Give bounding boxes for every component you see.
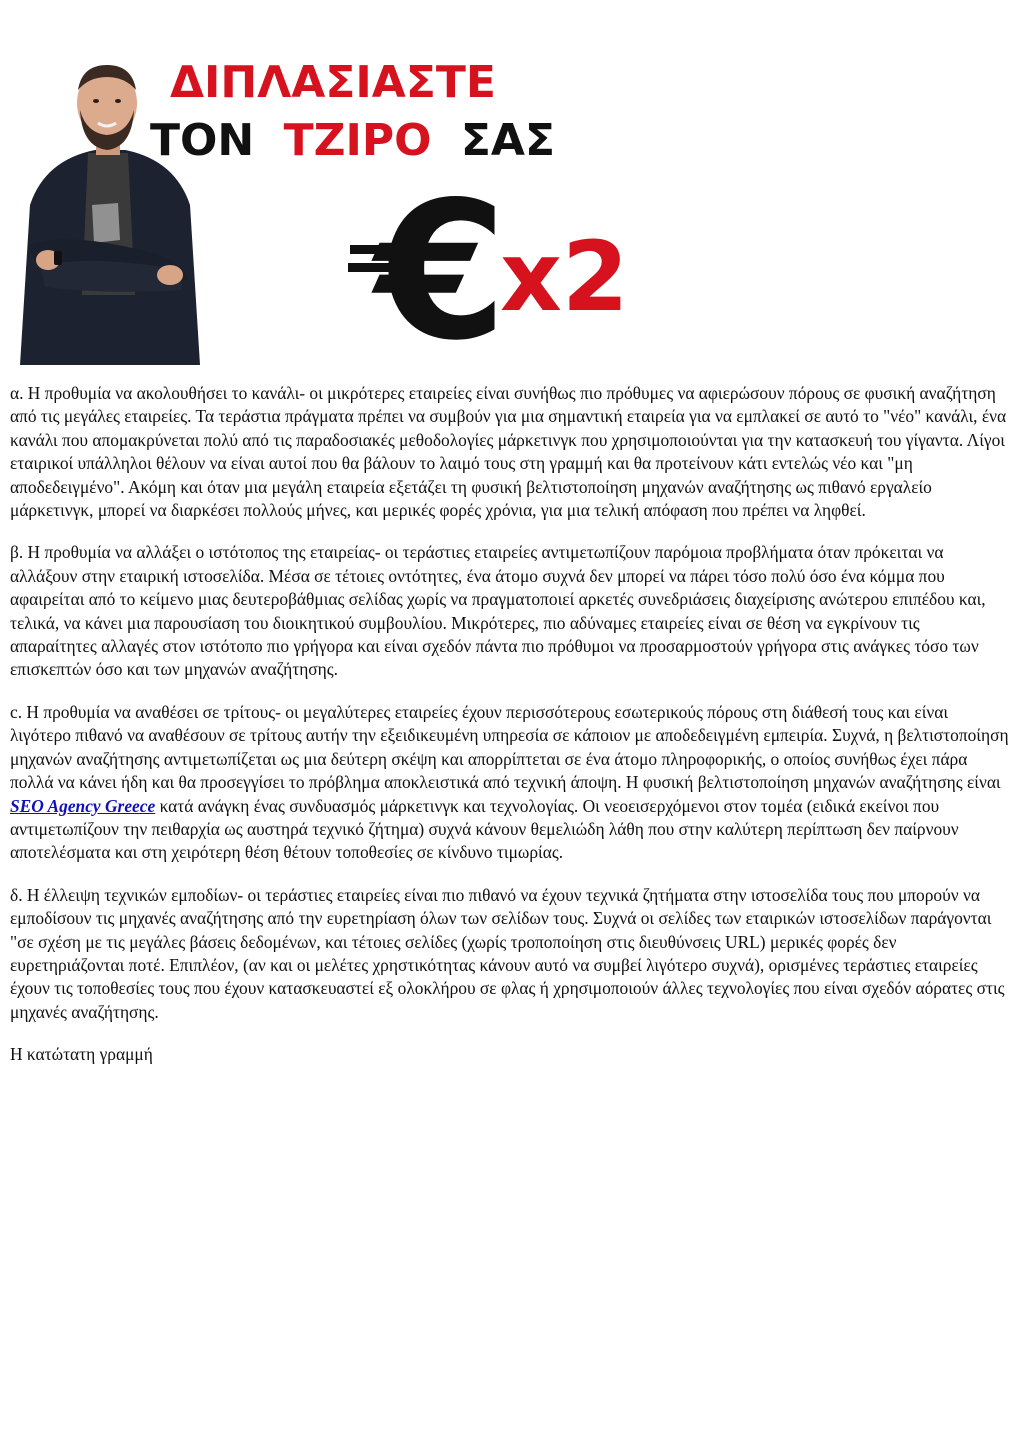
paragraph-c-text-after: κατά ανάγκη ένας συνδυασμός μάρκετινγκ και τεχνολογίας. Οι νεοεισερχόμενοι στον τομέα (ειδικά εκείνοι που αντιμετωπίζουν την πειθαρχία ως αυστηρά τεχνικό ζήτημα) συχνά κάνουν θεμελιώδη λάθη που στην καλύτερη περίπτωση δεν παίρνουν αποτελέσματα και στη χειρότερη θέση θέτουν τοποθεσίες σε κίνδυνο τιμωρίας.: [10, 795, 959, 863]
banner-headline-word-tziro: ΤΖΙΡΟ: [283, 115, 432, 166]
paragraph-c: [10, 701, 1010, 865]
euro-symbol: €: [375, 161, 508, 365]
paragraph-b: β. Η προθυμία να αλλάξει ο ιστότοπος της εταιρείας- οι τεράστιες εταιρείες αντιμετωπίζουν παρόμοια προβλήματα όταν πρόκειται να αλλάξουν στην εταιρική ιστοσελίδα. Μέσα σε τέτοιες οντότητες, ένα άτομο συχνά δεν μπορεί να πάρει τόσο πολύ όσο ένα κόμμα που αφαιρείται από το κείμενο μιας δευτεροβάθμιας σελίδας χωρίς να πραγματοποιεί αρκετές συνεδριάσεις διαχείρισης ανώτερου επιπέδου και, τελικά, να κάνει μια παρουσίαση του διοικητικού συμβουλίου. Μικρότερες, πιο αδύναμες εταιρείες είναι σε θέση να εγκρίνουν τις απαραίτητες αλλαγές στον ιστότοπο πιο γρήγορα και είναι σχεδόν πάντα πιο πρόθυμοι να προσαρμοστούν γρήγορα στις ανάγκες τόσο των επισκεπτών όσο και των μηχανών αναζήτησης.: [10, 542, 986, 680]
multiplier-text: x2: [500, 221, 629, 333]
banner-headline-line2: [150, 115, 555, 166]
paragraph-d: δ. Η έλλειψη τεχνικών εμποδίων- οι τεράστιες εταιρείες είναι πιο πιθανό να έχουν τεχνικά ζητήματα στην ιστοσελίδα τους που μπορούν να εμποδίσουν τις μηχανές αναζήτησης από την ευρετηρίαση όλων των σελίδων τους. Συχνά οι σελίδες των εταιρικών ιστοσελίδων παράγονται "σε σχέση με τις μεγάλες βάσεις δεδομένων, και τέτοιες σελίδες (χωρίς τροποποίηση στις διευθύνσεις URL) μερικές φορές δεν ευρετηριάζονται ποτέ. Επιπλέον, (αν και οι μελέτες χρηστικότητας κάνουν αυτό να συμβεί λιγότερο συχνά), ορισμένες τεράστιες εταιρείες έχουν τις τοποθεσίες τους που έχουν κατασκευαστεί εξ ολοκλήρου σε φλας ή χρησιμοποιούν άλλες τεχνολογίες που είναι σχεδόν αόρατες στις μηχανές αναζήτησης.: [10, 884, 1005, 1022]
banner-headline-word-ton: ΤΟΝ: [150, 115, 255, 166]
paragraph-a: α. Η προθυμία να ακολουθήσει το κανάλι- οι μικρότερες εταιρείες είναι συνήθως πιο πρόθυμες να αφιερώσουν πόρους σε φυσική αναζήτηση από τις μεγάλες εταιρείες. Τα τεράστια πράγματα πρέπει να συμβούν για μια σημαντική εταιρεία για να εμπλακεί σε αυτό το "νέο" κανάλι, ένα κανάλι που απομακρύνεται πολύ από τις παραδοσιακές μεθοδολογίες μάρκετινγκ που χρησιμοποιούνται για την κατασκευή του γίγαντα. Λίγοι εταιρικοί υπάλληλοι θέλουν να είναι αυτοί που θα βάλουν το λαιμό τους στη γραμμή και θα προτείνουν κάτι εντελώς νέο και "μη αποδεδειγμένο". Ακόμη και όταν μια μεγάλη εταιρεία εξετάζει τη φυσική βελτιστοποίηση μηχανών αναζήτησης ως πιθανό εργαλείο μάρκετινγκ, μπορεί να διαρκέσει πολλούς μήνες, και μερικές φορές χρόνια, για μια τελική απόφαση που πρέπει να ληφθεί.: [10, 383, 1007, 521]
article-body: [10, 382, 1010, 1086]
banner-headline-line1: ΔΙΠΛΑΣΙΑΣΤΕ: [170, 57, 496, 108]
closing-line: Η κατώτατη γραμμή: [10, 1044, 153, 1065]
seo-agency-link[interactable]: SEO Agency Greece: [10, 795, 156, 816]
euro-icon: [348, 161, 507, 365]
banner-image: [10, 55, 650, 365]
banner-graphic: [10, 55, 650, 365]
person-photo: [20, 65, 200, 365]
banner-headline-word-sas: ΣΑΣ: [460, 115, 556, 166]
paragraph-c-text-before: c. Η προθυμία να αναθέσει σε τρίτους- οι μεγαλύτερες εταιρείες έχουν περισσότερους εσωτερικούς πόρους στη διάθεσή τους και είναι λιγότερο πιθανό να αναθέσουν σε τρίτους αυτήν την εξειδικευμένη υπηρεσία σε κάποιον με αποδεδειγμένη εμπειρία. Συχνά, η βελτιστοποίηση μηχανών αναζήτησης αντιμετωπίζεται ως μια δεύτερη σκέψη και απορρίπτεται σε ένα άτομο πληροφορικής, ο οποίος συνήθως έχει πάρα πολλά να κάνει ήδη και θα προσεγγίσει το πρόβλημα αποκλειστικά από τεχνική άποψη. Η φυσική βελτιστοποίηση μηχανών αναζήτησης είναι: [10, 701, 1009, 793]
